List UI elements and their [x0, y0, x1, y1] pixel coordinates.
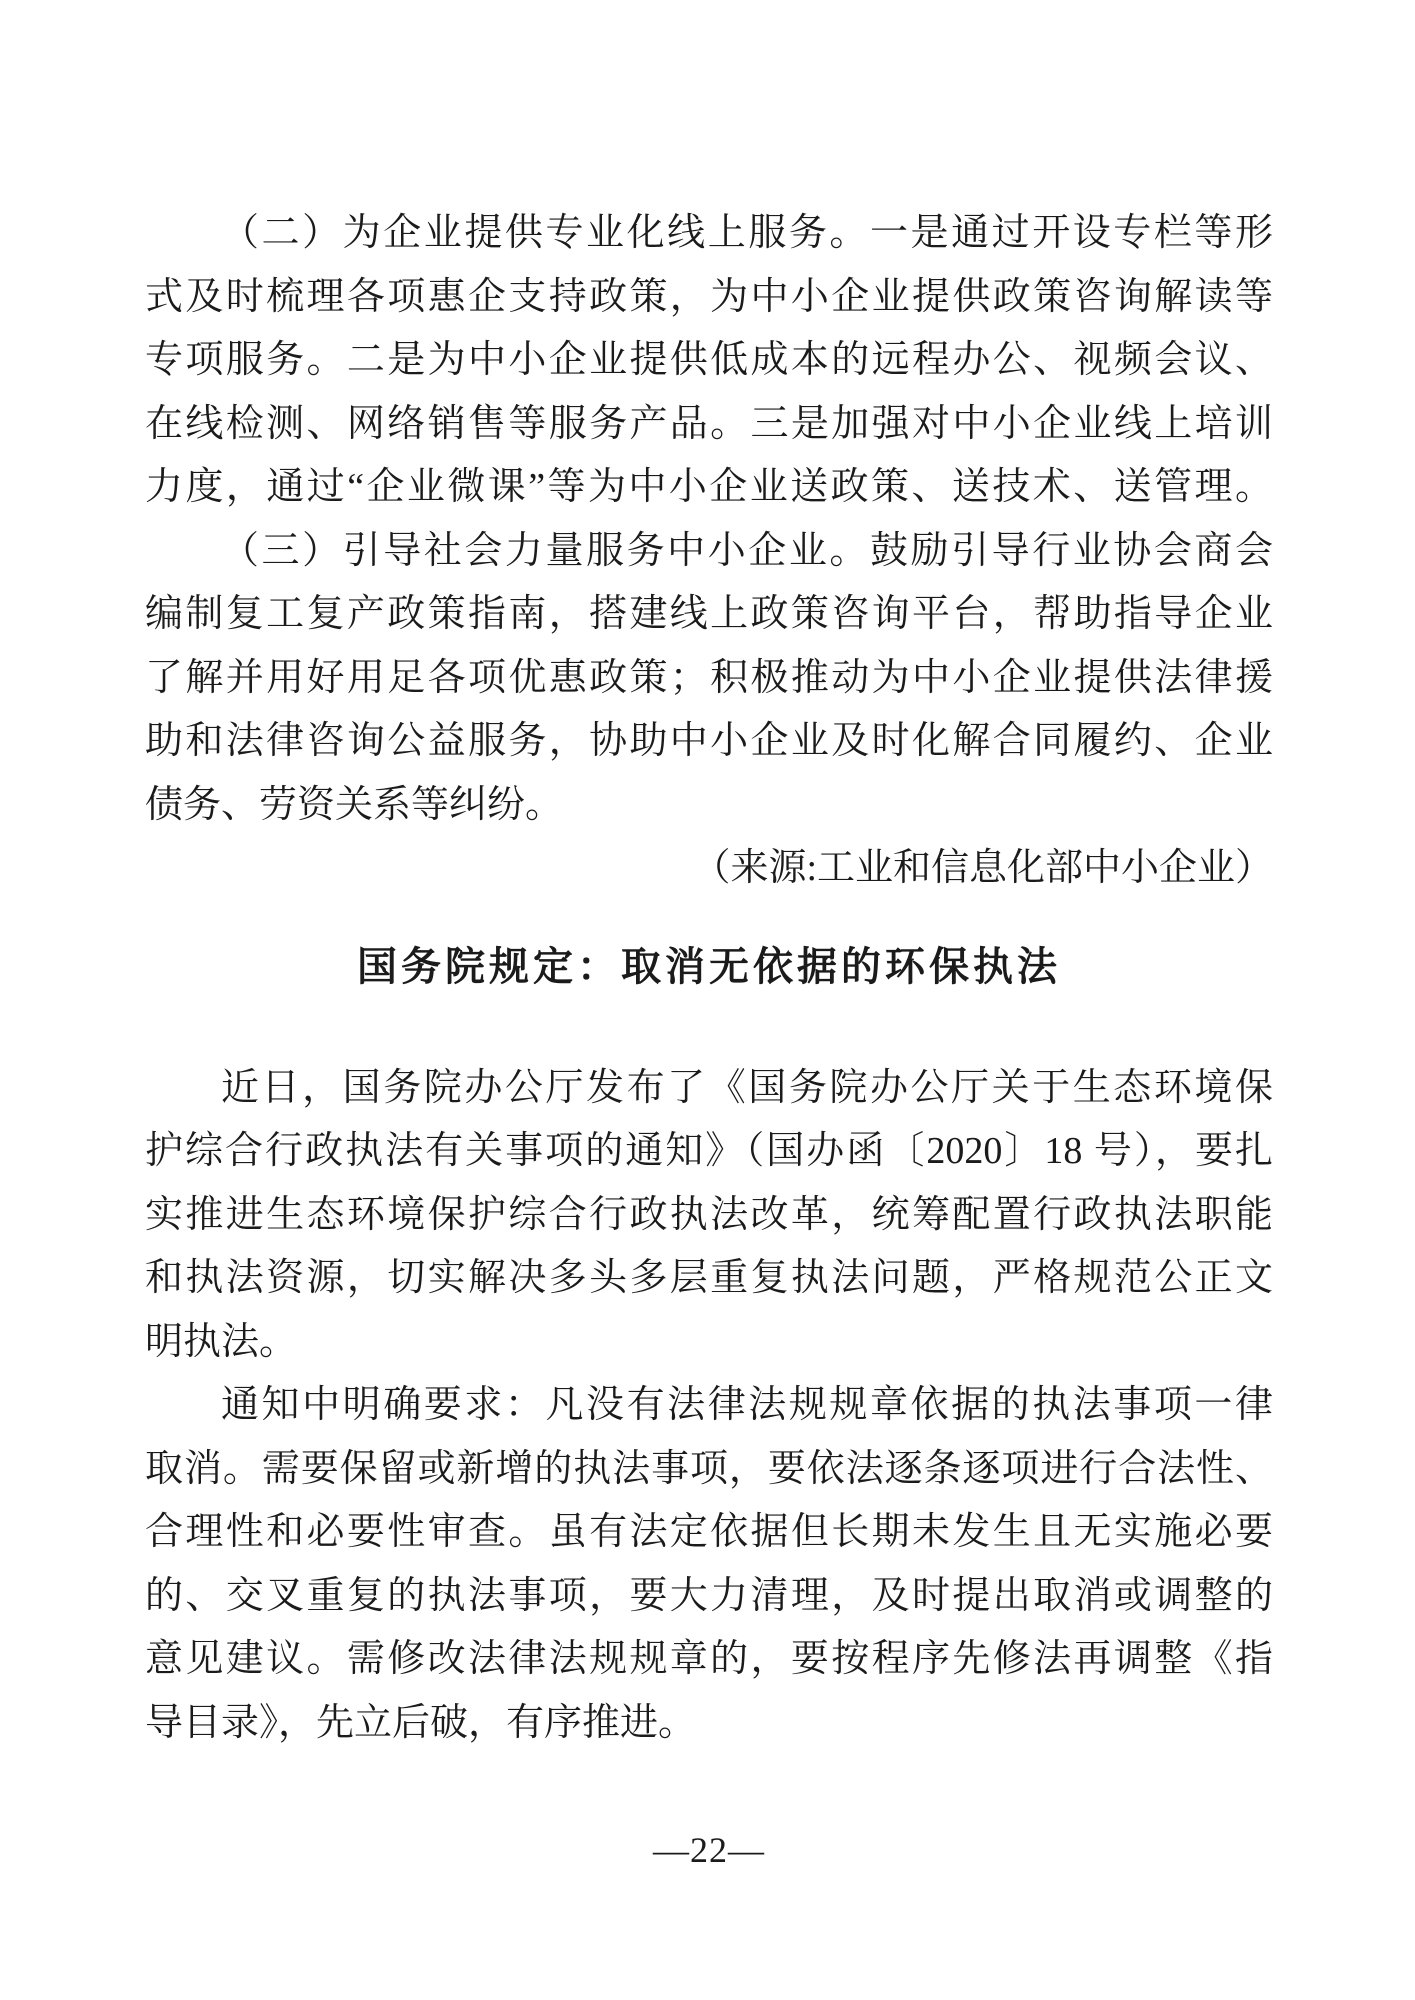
body-line: 近日，国务院办公厅发布了《国务院办公厅关于生态环境保 — [221, 1066, 1273, 1109]
paragraph-env-notice-issued — [145, 1057, 1273, 1375]
body-line: （二）为企业提供专业化线上服务。一是通过开设专栏等形 — [221, 212, 1273, 254]
article-title: 国务院规定：取消无依据的环保执法 — [357, 943, 1061, 989]
body-line: 在线检测、网络销售等服务产品。三是加强对中小企业线上培训 — [145, 402, 1273, 445]
source-attribution: （来源:工业和信息化部中小企业） — [692, 847, 1273, 889]
body-line: 意见建议。需修改法律法规规章的，要按程序先修法再调整《指 — [145, 1638, 1273, 1680]
body-line: 式及时梳理各项惠企支持政策，为中小企业提供政策咨询解读等 — [145, 275, 1273, 318]
text-block — [145, 202, 1273, 1755]
body-line: 助和法律咨询公益服务，协助中小企业及时化解合同履约、企业 — [145, 720, 1273, 762]
body-line: 取消。需要保留或新增的执法事项，要依法逐条逐项进行合法性、 — [145, 1447, 1273, 1490]
body-line: 了解并用好用足各项优惠政策；积极推动为中小企业提供法律援 — [145, 656, 1273, 699]
body-line: 专项服务。二是为中小企业提供低成本的远程办公、视频会议、 — [145, 339, 1273, 381]
paragraph-smes-online-services — [145, 202, 1273, 520]
paragraph-smes-social-forces — [145, 520, 1273, 838]
paragraph-env-notice-requirements — [145, 1374, 1273, 1755]
body-line: 力度，通过“企业微课”等为中小企业送政策、送技术、送管理。 — [145, 466, 1273, 508]
body-line: 实推进生态环境保护综合行政执法改革，统筹配置行政执法职能 — [145, 1193, 1273, 1236]
body-line: 导目录》，先立后破，有序推进。 — [145, 1701, 697, 1744]
body-line: 护综合行政执法有关事项的通知》（国办函〔2020〕18 号），要扎 — [145, 1130, 1273, 1172]
body-line: 编制复工复产政策指南，搭建线上政策咨询平台，帮助指导企业 — [145, 593, 1273, 635]
body-line: 的、交叉重复的执法事项，要大力清理，及时提出取消或调整的 — [145, 1574, 1273, 1617]
body-line: 债务、劳资关系等纠纷。 — [145, 783, 564, 826]
body-line: 合理性和必要性审查。虽有法定依据但长期未发生且无实施必要 — [145, 1511, 1273, 1553]
body-line: 和执法资源，切实解决多头多层重复执法问题，严格规范公正文 — [145, 1257, 1273, 1299]
body-line: （三）引导社会力量服务中小企业。鼓励引导行业协会商会 — [221, 529, 1273, 572]
body-line: 通知中明确要求：凡没有法律法规规章依据的执法事项一律 — [221, 1384, 1273, 1426]
body-line: 明执法。 — [145, 1320, 298, 1363]
page-number: —22— — [653, 1830, 765, 1870]
